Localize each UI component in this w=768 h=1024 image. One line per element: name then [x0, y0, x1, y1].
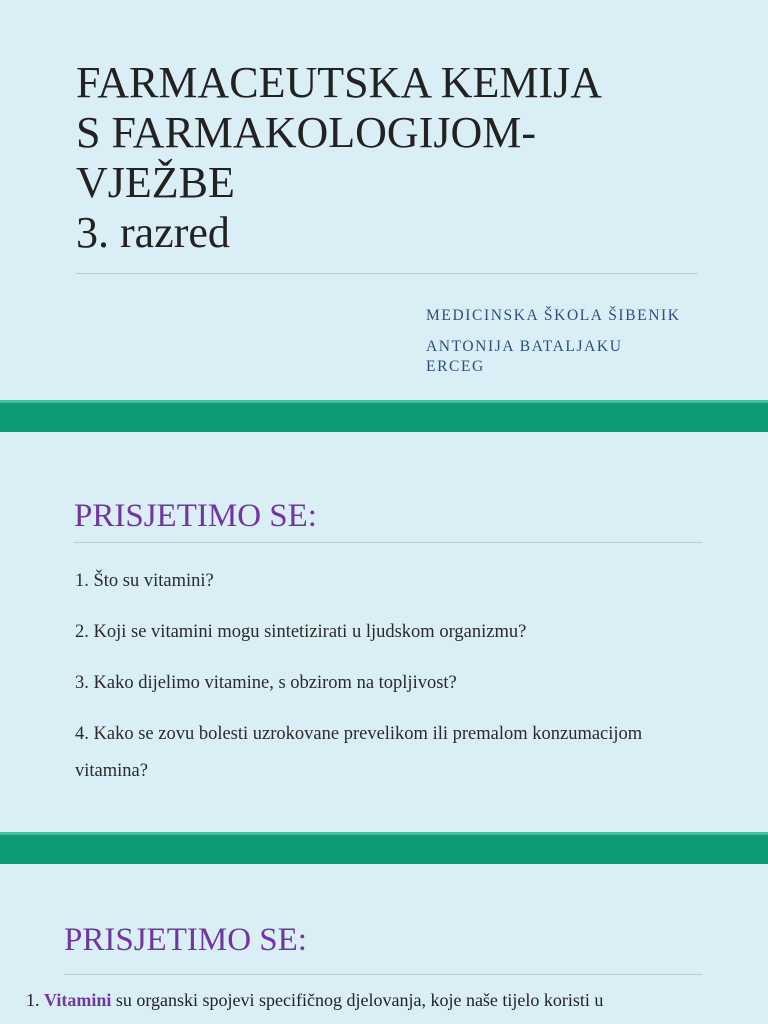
title-line-1: FARMACEUTSKA KEMIJA: [76, 58, 603, 107]
question-1: 1. Što su vitamini?: [75, 571, 214, 591]
definition-body: su organski spojevi specifičnog djelovanja, koje naše tijelo koristi u: [111, 990, 604, 1010]
title-line-2: S FARMAKOLOGIJOM-: [76, 108, 537, 157]
question-2: 2. Koji se vitamini mogu sintetizirati u ljudskom organizmu?: [75, 622, 527, 642]
presentation-title: [76, 58, 716, 258]
school-name: MEDICINSKA ŠKOLA ŠIBENIK: [426, 307, 681, 324]
question-4: 4. Kako se zovu bolesti uzrokovane prevelikom ili premalom konzumacijom vitamina?: [75, 724, 643, 781]
vitamins-slide: [0, 864, 768, 1024]
author-name: [426, 337, 746, 377]
author-line-2: ERCEG: [426, 358, 485, 375]
definition-text: [26, 990, 766, 1011]
title-line-3: VJEŽBE: [76, 158, 235, 207]
title-slide: [0, 0, 768, 400]
slide-heading: PRISJETIMO SE:: [74, 498, 317, 534]
title-underline: [76, 273, 698, 274]
author-line-1: ANTONIJA BATALJAKU: [426, 338, 623, 355]
heading-underline: [74, 542, 702, 543]
slide-divider: [0, 400, 768, 432]
questions-slide: [0, 432, 768, 832]
heading-underline: [64, 974, 702, 975]
slide-divider: [0, 832, 768, 864]
keyword-vitamini: Vitamini: [44, 990, 112, 1010]
slide-heading: PRISJETIMO SE:: [64, 922, 307, 958]
title-line-4: 3. razred: [76, 208, 230, 257]
question-3: 3. Kako dijelimo vitamine, s obzirom na topljivost?: [75, 673, 457, 693]
item-number: 1.: [26, 990, 40, 1010]
